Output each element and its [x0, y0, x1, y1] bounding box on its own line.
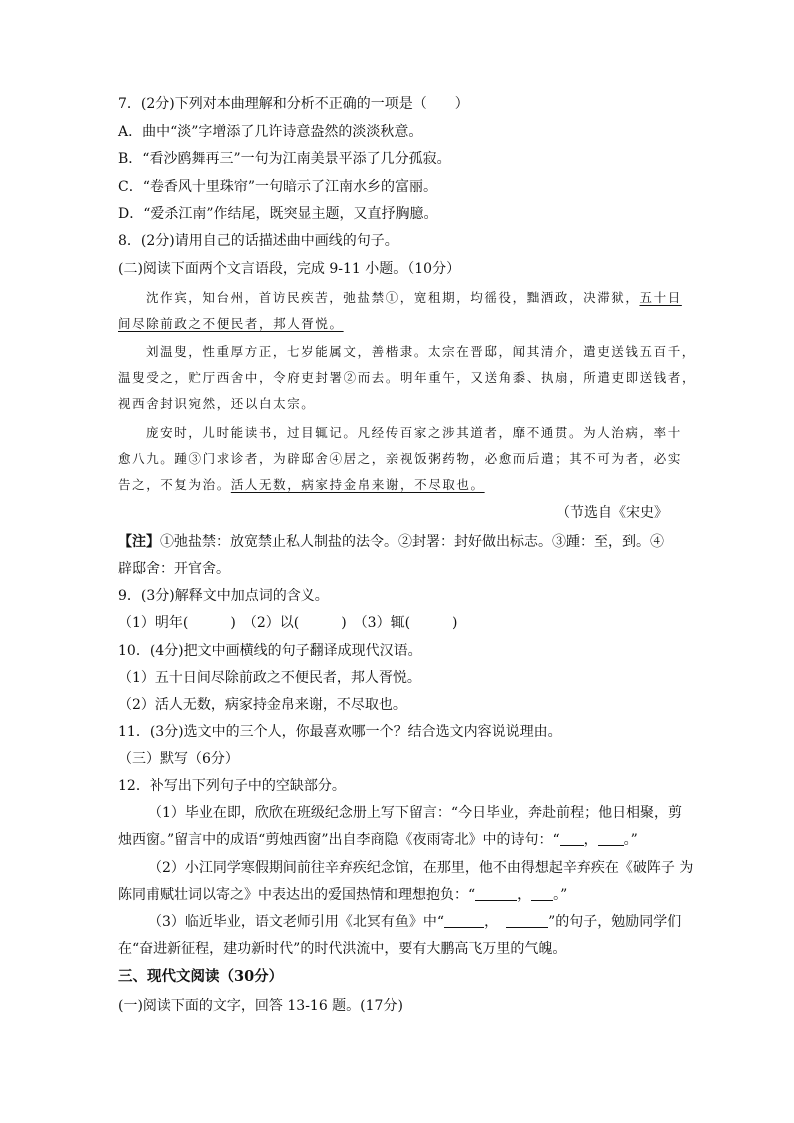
passage-1-underline-2: 间尽除前政之不便民者，邦人胥悦。 — [118, 316, 344, 331]
passage-3-text: 告之，不复为治。 — [118, 477, 231, 492]
blank-line — [531, 886, 553, 901]
passage-2-line-2: 温叟受之，贮厅西舍中，令府吏封署②而去。明年重午，又送角黍、执扇，所遣吏即送钱者， — [118, 370, 697, 385]
q9-stem: 9．(3分)解释文中加点词的含义。 — [118, 588, 329, 604]
passage-3-line-2: 愈八九。踵③门求诊者，为辟邸舍④居之，亲视饭粥药物，必愈而后遣；其不可为者，必实 — [118, 451, 683, 466]
comma: ， — [583, 832, 598, 848]
q7-option-b: B．“看沙鸥舞再三”一句为江南美景平添了几分孤寂。 — [118, 151, 451, 167]
close-quote: 。” — [623, 832, 638, 848]
blank-line — [444, 913, 484, 928]
passage-1-line-1 — [146, 288, 682, 308]
passage-1-underline-1: 五十日 — [639, 290, 682, 305]
part3-subheading: (一)阅读下面的文字，回答 13-16 题。(17分) — [118, 998, 403, 1014]
passage-3-line-1: 庞安时，儿时能读书，过目辄记。凡经传百家之涉其道者，靡不通贯。为人治病，率十 — [146, 425, 682, 440]
q12-item1-text: 烛西窗。”留言中的成语“剪烛西窗”出自李商隐《夜雨寄北》中的诗句：“ — [118, 832, 560, 848]
q9-items: （1）明年( ) （2）以( ) （3）辄( ) — [118, 615, 458, 631]
passage-1-text: 沈作宾，知台州，首访民疾苦，弛盐禁①，宽租期，均徭役，黜酒政，决滞狱， — [146, 290, 640, 305]
note-line-1 — [118, 532, 664, 552]
q12-item3-text-end: ”的句子，勉励同学们 — [548, 914, 682, 930]
passage-1-line-2 — [118, 314, 344, 334]
q10-sentence-1: （1）五十日间尽除前政之不便民者，邦人胥悦。 — [118, 670, 421, 686]
q8-stem: 8．(2分)请用自己的话描述曲中画线的句子。 — [118, 233, 399, 249]
blank-line — [506, 913, 548, 928]
passage-2-line-3: 视西舍封识宛然，还以白太宗。 — [118, 396, 316, 411]
q12-item2-line1: （2）小江同学寒假期间前往辛弃疾纪念馆，在那里，他不由得想起辛弃疾在《破阵子 为 — [148, 860, 694, 876]
q12-item2-line2 — [118, 885, 567, 905]
passage-2-line-1: 刘温叟，性重厚方正，七岁能属文，善楷隶。太宗在晋邸，闻其清介，遣吏送钱五百千， — [146, 344, 696, 359]
passage-3-line-3 — [118, 475, 485, 495]
q12-item3-line1 — [148, 912, 681, 932]
q12-item1-line1: （1）毕业在即，欣欣在班级纪念册上写下留言：“今日毕业，奔赴前程；他日相聚，剪 — [148, 805, 683, 821]
q12-item3-line2: 在“奋进新征程，建功新时代”的时代洪流中，要有大鹏高飞万里的气魄。 — [118, 941, 567, 957]
q7-stem: 7．(2分)下列对本曲理解和分析不正确的一项是（ ） — [118, 96, 469, 112]
note-text: ①弛盐禁：放宽禁止私人制盐的法令。②封署：封好做出标志。③踵：至，到。④ — [160, 534, 664, 550]
q12-item2-text: 陈同甫赋壮词以寄之》中表达出的爱国热情和理想抱负：“ — [118, 887, 476, 903]
section2-heading: (二)阅读下面两个文言语段，完成 9-11 小题。（10分） — [118, 261, 461, 277]
q7-option-d: D．“爱杀江南”作结尾，既突显主题，又直抒胸臆。 — [118, 206, 438, 222]
q10-stem: 10．(4分)把文中画横线的句子翻译成现代汉语。 — [118, 643, 422, 659]
q12-item3-text: （3）临近毕业，语文老师引用《北冥有鱼》中“ — [148, 914, 445, 930]
q7-option-c: C．“卷香风十里珠帘”一句暗示了江南水乡的富丽。 — [118, 179, 438, 195]
note-head: 【注】 — [118, 534, 160, 550]
section3-heading: （三）默写（6分） — [118, 751, 239, 767]
note-line-2: 辟邸舍：开官舍。 — [118, 561, 230, 577]
blank-line — [598, 831, 624, 846]
comma: ， — [484, 914, 499, 930]
source-citation: （节选自《宋史》 — [556, 505, 668, 521]
part3-heading: 三、现代文阅读（30分） — [118, 968, 284, 985]
q10-sentence-2: （2）活人无数，病家持金帛来谢，不尽取也。 — [118, 697, 407, 713]
close-quote: 。” — [553, 887, 568, 903]
q12-item1-line2 — [118, 830, 638, 850]
comma: ， — [517, 887, 532, 903]
q7-option-a: A．曲中“淡”字增添了几许诗意盎然的淡淡秋意。 — [118, 124, 423, 140]
passage-3-underline: 活人无数，病家持金帛来谢，不尽取也。 — [230, 477, 485, 492]
q11-stem: 11．(3分)选文中的三个人，你最喜欢哪一个？结合选文内容说说理由。 — [118, 724, 562, 740]
q12-stem: 12．补写出下列句子中的空缺部分。 — [118, 778, 346, 794]
blank-line — [475, 886, 517, 901]
blank-line — [560, 831, 584, 846]
